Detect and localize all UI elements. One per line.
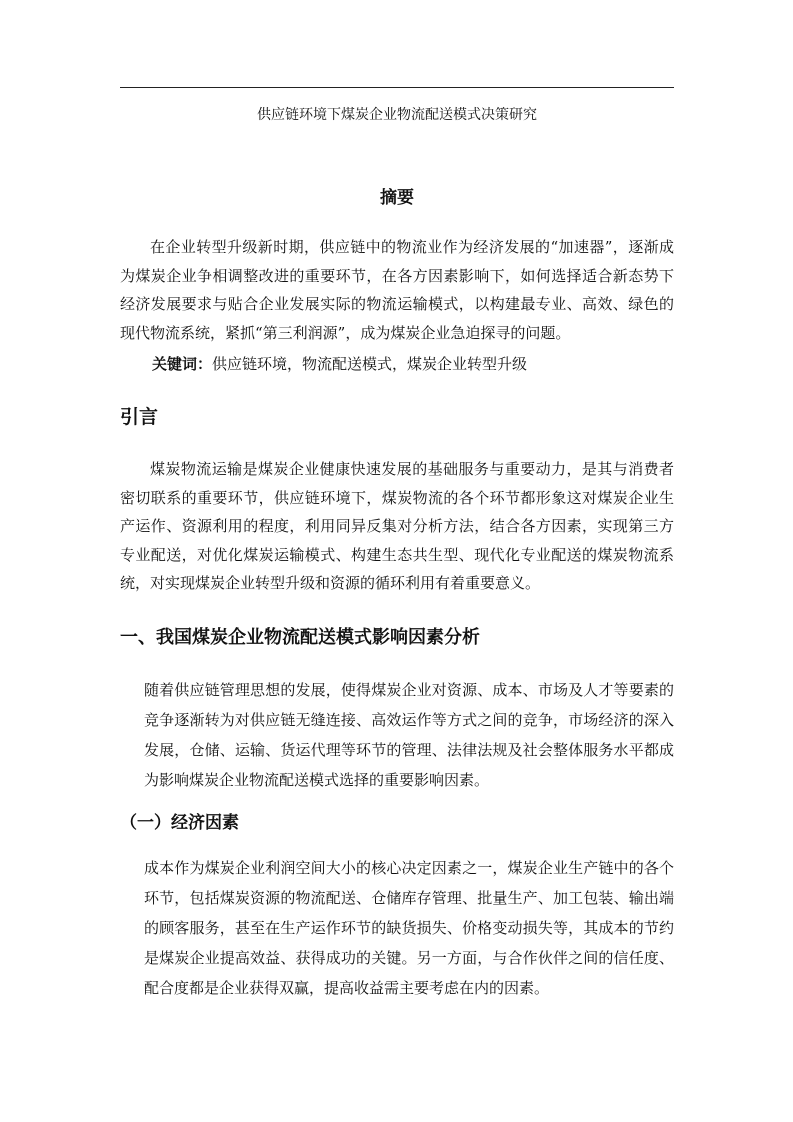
introduction-body: 煤炭物流运输是煤炭企业健康快速发展的基础服务与重要动力，是其与消费者密切联系的重要环节，供应链环境下，煤炭物流的各个环节都形象这对煤炭企业生产运作、资源利用的程度，利用同异反集对分析方法，结合各方因素，实现第三方专业配送，对优化煤炭运输模式、构建生态共生型、现代化专业配送的煤炭物流系统，对实现煤炭企业转型升级和资源的循环利用有着重要意义。 <box>120 460 674 592</box>
abstract-body: 在企业转型升级新时期，供应链中的物流业作为经济发展的“加速器”，逐渐成为煤炭企业争相调整改进的重要环节，在各方因素影响下，如何选择适合新态势下经济发展要求与贴合企业发展实际的物流运输模式，以构建最专业、高效、绿色的现代物流系统，紧抓“第三利润源”，成为煤炭企业急迫探寻的问题。 <box>120 238 674 342</box>
section1-body: 随着供应链管理思想的发展，使得煤炭企业对资源、成本、市场及人才等要素的竞争逐渐转为对供应链无缝连接、高效运作等方式之间的竞争，市场经济的深入发展，仓储、运输、货运代理等环节的管理、法律法规及社会整体服务水平都成为影响煤炭企业物流配送模式选择的重要影响因素。 <box>144 681 674 789</box>
abstract-heading: 摘要 <box>380 188 414 208</box>
subsection1-heading: （一）经济因素 <box>120 813 239 833</box>
keywords-label: 关键词： <box>152 355 213 373</box>
header-rule <box>120 87 674 88</box>
subsection1-body: 成本作为煤炭企业利润空间大小的核心决定因素之一，煤炭企业生产链中的各个环节，包括煤炭资源的物流配送、仓储库存管理、批量生产、加工包装、输出端的顾客服务，甚至在生产运作环节的缺货损失、价格变动损失等，其成本的节约是煤炭企业提高效益、获得成功的关键。另一方面，与合作伙伴之间的信任度、配合度都是企业获得双赢，提高收益需主要考虑在内的因素。 <box>144 859 674 997</box>
keywords-line <box>152 350 674 379</box>
introduction-heading: 引言 <box>120 406 159 428</box>
running-title: 供应链环境下煤炭企业物流配送模式决策研究 <box>257 107 537 123</box>
section1-heading: 一、我国煤炭企业物流配送模式影响因素分析 <box>120 627 480 648</box>
keywords-text: 供应链环境，物流配送模式，煤炭企业转型升级 <box>212 355 528 373</box>
